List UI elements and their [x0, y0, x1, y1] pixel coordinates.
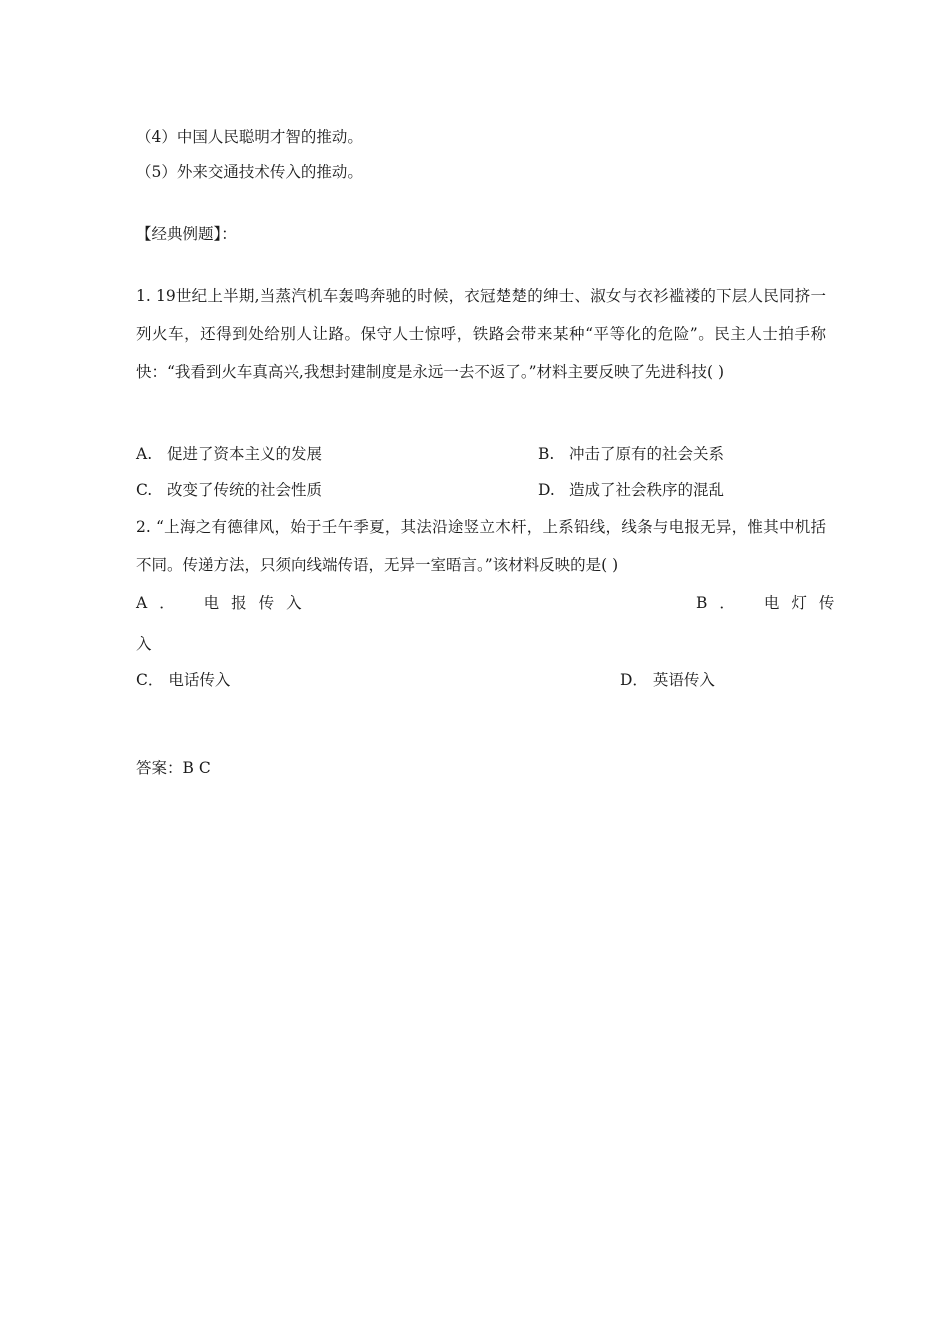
- list-item-4: （4）中国人民聪明才智的推动。: [136, 128, 363, 146]
- option-text: 电报传入: [203, 594, 314, 612]
- option-letter: B．: [696, 594, 747, 612]
- answer-line: 答案：B C: [136, 759, 211, 777]
- q2-option-a: [136, 593, 314, 613]
- option-text: 入: [136, 635, 152, 653]
- option-text: 电灯传: [763, 594, 847, 612]
- q1-option-a: [136, 444, 322, 464]
- q1-option-c: [136, 480, 322, 500]
- q2-option-b-wrap: [136, 634, 152, 654]
- option-letter: D.: [538, 481, 555, 499]
- option-text: 改变了传统的社会性质: [166, 481, 322, 499]
- question-2-stem: 2. “上海之有德律风，始于壬午季夏，其法沿途竖立木杆，上系铅线，线条与电报无异，惟其中机括不同。传递方法，只须向线端传语，无异一室晤言。”该材料反映的是( ): [136, 518, 826, 574]
- option-text: 英语传入: [652, 671, 715, 689]
- option-letter: C．: [136, 671, 164, 689]
- q2-option-d: [620, 670, 715, 690]
- option-letter: A.: [136, 445, 153, 463]
- list-item-5: （5）外来交通技术传入的推动。: [136, 163, 363, 181]
- question-1-stem: 1. 19世纪上半期,当蒸汽机车轰鸣奔驰的时候，衣冠楚楚的绅士、淑女与衣衫褴褛的下层人民同挤一列火车，还得到处给别人让路。保守人士惊呼，铁路会带来某种“平等化的危险”。民主人士拍手称快：“我看到火车真高兴,我想封建制度是永远一去不返了。”材料主要反映了先进科技( ): [136, 287, 826, 381]
- q1-option-d: [538, 480, 724, 500]
- option-text: 冲击了原有的社会关系: [568, 445, 724, 463]
- option-letter: D．: [620, 671, 648, 689]
- section-heading: 【经典例题】：: [136, 225, 237, 243]
- option-text: 促进了资本主义的发展: [166, 445, 322, 463]
- option-text: 电话传入: [168, 671, 231, 689]
- option-letter: A．: [136, 594, 187, 612]
- q2-option-c: [136, 670, 230, 690]
- q2-option-b: [696, 593, 846, 613]
- option-text: 造成了社会秩序的混乱: [568, 481, 724, 499]
- q1-option-b: [538, 444, 724, 464]
- option-letter: B.: [538, 445, 555, 463]
- option-letter: C.: [136, 481, 153, 499]
